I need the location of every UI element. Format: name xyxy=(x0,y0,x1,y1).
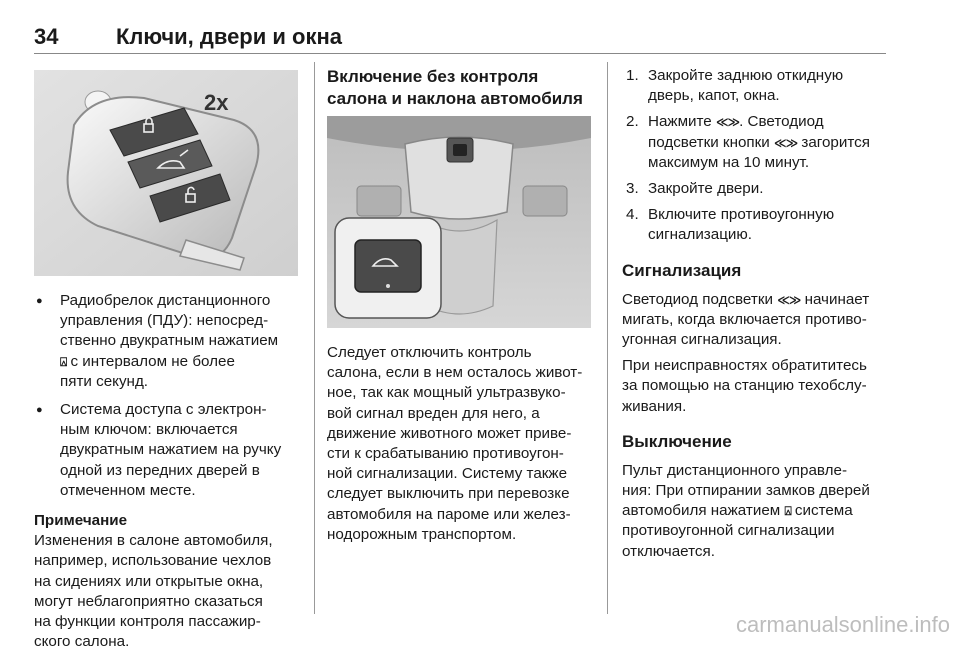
text-line: Пульт дистанционного управле- xyxy=(622,461,848,479)
text-line: нодорожным транспортом. xyxy=(327,525,517,543)
overhead-console-svg xyxy=(327,116,591,328)
text-line: с интервалом не более xyxy=(70,352,235,370)
text-line: следует выключить при перевозке xyxy=(327,485,570,503)
text-line: например, использование чехлов xyxy=(34,552,272,570)
ultrasonic-button-icon: ≪≫ xyxy=(774,135,798,150)
header-rule xyxy=(34,53,886,54)
text-line: Закройте двери. xyxy=(648,180,764,198)
ultrasonic-button-icon: ≪≫ xyxy=(715,115,740,130)
text-line: пяти секунд. xyxy=(60,372,149,390)
text-line: сти к срабатыванию противоугон- xyxy=(327,445,564,463)
text-line: угонная сигнализация. xyxy=(622,331,782,349)
text-line: Включите противоугонную xyxy=(648,206,835,224)
left-column xyxy=(34,291,299,652)
text-line: начинает xyxy=(804,290,870,308)
text-line: система xyxy=(794,502,853,520)
heading-line: Включение без контроля xyxy=(327,67,539,86)
text-line: ной сигнализации. Систему также xyxy=(327,465,568,483)
section-heading xyxy=(327,66,597,110)
step-3 xyxy=(622,179,892,199)
text-line: ным ключом: включается xyxy=(60,421,238,439)
text-line: живания. xyxy=(622,397,687,415)
key-button-icon: ⍓ xyxy=(784,504,791,519)
middle-heading-block xyxy=(327,66,597,118)
right-column xyxy=(622,66,892,568)
text-line: салона, если в нем осталось живот- xyxy=(327,364,583,382)
text-line: Система доступа с электрон- xyxy=(60,401,267,419)
press-twice-label: 2x xyxy=(204,90,229,115)
text-line: ния: При отпирании замков дверей xyxy=(622,482,870,500)
step-number: 1. xyxy=(626,67,639,84)
text-line: автомобиля на пароме или желез- xyxy=(327,505,571,523)
text-line: на функции контроля пассажир- xyxy=(34,613,261,631)
bullet-remote xyxy=(34,291,299,392)
step-2 xyxy=(622,112,892,173)
step-1 xyxy=(622,66,892,106)
key-fob-illustration xyxy=(34,70,298,276)
text-line: вой сигнал вреден для него, а xyxy=(327,404,540,422)
text-line: отключается. xyxy=(622,542,715,560)
key-button-icon: ⍓ xyxy=(60,354,67,369)
text-line: движение животного может приве- xyxy=(327,424,572,442)
fault-paragraph xyxy=(622,356,892,417)
text-line: на сидениях или открытые окна, xyxy=(34,572,264,590)
text-line: двукратным нажатием на ручку xyxy=(60,441,282,459)
note-block xyxy=(34,511,299,652)
text-line: ственно двукратным нажатием xyxy=(60,332,279,350)
ultrasonic-button-icon: ≪≫ xyxy=(777,292,801,307)
steps-list xyxy=(622,66,892,246)
remote-bullets xyxy=(34,291,299,501)
step-number: 4. xyxy=(626,206,639,224)
page-header xyxy=(34,24,886,54)
text-line: за помощью на станцию техобслу- xyxy=(622,377,867,395)
text-line: . Светодиод xyxy=(739,113,824,131)
note-title: Примечание xyxy=(34,512,128,530)
step-number: 2. xyxy=(626,113,639,131)
text-line: дверь, капот, окна. xyxy=(648,87,780,105)
step-number: 3. xyxy=(626,180,639,198)
off-paragraph xyxy=(622,461,892,562)
alarm-heading: Сигнализация xyxy=(622,260,742,280)
overhead-console-illustration xyxy=(327,116,591,328)
column-divider-left xyxy=(314,62,315,614)
alarm-paragraph xyxy=(622,290,892,351)
text-line: загорится xyxy=(801,133,870,151)
page-title: Ключи, двери и окна xyxy=(116,24,342,49)
button-zoom-callout xyxy=(335,218,441,318)
text-line: противоугонной сигнализации xyxy=(622,522,835,540)
key-fob-svg xyxy=(34,70,298,276)
off-heading: Выключение xyxy=(622,431,732,451)
text-line: автомобиля нажатием xyxy=(622,502,781,520)
middle-body xyxy=(327,343,599,545)
text-line: управления (ПДУ): непосред- xyxy=(60,312,269,330)
text-line: Нажмите xyxy=(648,113,712,131)
text-line: Закройте заднюю откидную xyxy=(648,67,844,84)
led-indicator xyxy=(386,284,390,288)
text-line: одной из передних дверей в xyxy=(60,461,260,479)
text-line: подсветки кнопки xyxy=(648,133,770,151)
text-line: мигать, когда включается противо- xyxy=(622,310,867,328)
text-line: При неисправностях обратититесь xyxy=(622,357,867,375)
text-line: ского салона. xyxy=(34,633,130,651)
text-line: максимум на 10 минут. xyxy=(648,153,810,171)
text-line: могут неблагоприятно сказаться xyxy=(34,592,263,610)
bullet-keyless xyxy=(34,400,299,501)
text-line: Светодиод подсветки xyxy=(622,290,773,308)
text-line: Радиобрелок дистанционного xyxy=(60,292,271,309)
watermark: carmanualsonline.info xyxy=(735,612,950,637)
page-number: 34 xyxy=(34,24,59,49)
text-line: сигнализацию. xyxy=(648,226,752,244)
text-line: Следует отключить контроль xyxy=(327,344,532,361)
text-line: отмеченном месте. xyxy=(60,481,196,499)
text-line: ное, так как мощный ультразвуко- xyxy=(327,384,566,402)
step-4 xyxy=(622,205,892,245)
column-divider-right xyxy=(607,62,608,614)
heading-line: салона и наклона автомобиля xyxy=(327,89,583,108)
text-line: Изменения в салоне автомобиля, xyxy=(34,532,273,550)
